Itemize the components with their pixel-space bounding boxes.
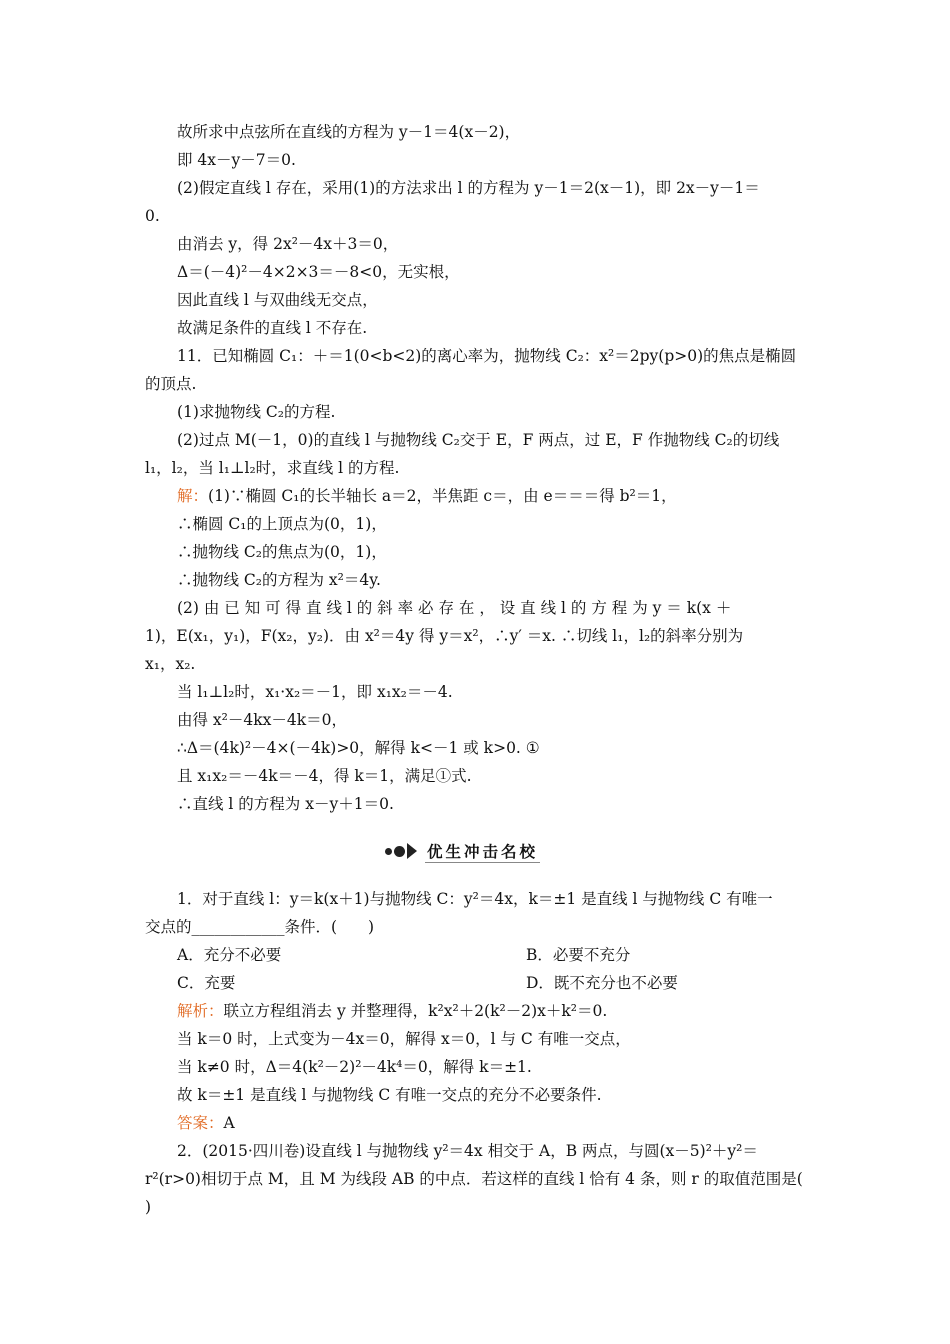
text-line: ∴直线 l 的方程为 x－y＋1＝0. — [177, 795, 394, 813]
text-line: ∴椭圆 C₁的上顶点为(0，1)， — [177, 515, 387, 533]
section-banner — [385, 838, 540, 864]
banner-bullet-icon — [385, 843, 421, 859]
question-2-stem: 2．(2015·四川卷)设直线 l 与抛物线 y²＝4x 相交于 A，B 两点，与圆(x－5)²＋y²＝ — [177, 1142, 758, 1160]
text-segment: (1)∵椭圆 C₁的长半轴长 a＝2，半焦距 c＝，由 e＝＝＝得 b²＝1， — [208, 487, 677, 505]
text-line: 故 k＝±1 是直线 l 与抛物线 C 有唯一交点的充分不必要条件. — [177, 1086, 602, 1104]
solution-line — [177, 485, 677, 507]
analysis-label: 解析： — [177, 1002, 224, 1020]
text-line: (2)假定直线 l 存在，采用(1)的方法求出 l 的方程为 y－1＝2(x－1)，即 2x－y－1＝ — [177, 179, 760, 197]
solution-label: 解： — [177, 487, 209, 505]
text-line: 的顶点. — [145, 375, 197, 393]
problem-11-stem: 11．已知椭圆 C₁：＋＝1(0<b<2)的离心率为，抛物线 C₂：x²＝2py(p>0)的焦点是椭圆 — [177, 347, 797, 365]
answer-value: A — [223, 1114, 235, 1132]
text-line: (2) 由 已 知 可 得 直 线 l 的 斜 率 必 存 在 ， 设 直 线 l 的 方 程 为 y ＝ k(x ＋ — [177, 599, 732, 617]
option-a: A．充分不必要 — [177, 946, 282, 964]
text-line: 当 k≠0 时，Δ＝4(k²－2)²－4k⁴＝0，解得 k＝±1. — [177, 1058, 532, 1076]
text-line: 由消去 y，得 2x²－4x＋3＝0， — [177, 235, 399, 253]
option-b: B．必要不充分 — [526, 946, 631, 964]
text-line: 且 x₁x₂＝－4k＝－4，得 k＝1，满足①式. — [177, 767, 472, 785]
text-line: 因此直线 l 与双曲线无交点， — [177, 291, 378, 309]
text-line: ∴抛物线 C₂的方程为 x²＝4y. — [177, 571, 381, 589]
section-title: 优生冲击名校 — [425, 840, 540, 863]
option-c: C．充要 — [177, 974, 236, 992]
text-line: (1)求抛物线 C₂的方程. — [177, 403, 336, 421]
option-d: D．既不充分也不必要 — [526, 974, 678, 992]
text-line: 故满足条件的直线 l 不存在. — [177, 319, 368, 337]
text-line: 即 4x－y－7＝0. — [177, 151, 296, 169]
text-line: 故所求中点弦所在直线的方程为 y－1＝4(x－2)， — [177, 123, 521, 141]
analysis-line — [177, 1000, 607, 1022]
text-line: (2)过点 M(－1，0)的直线 l 与抛物线 C₂交于 E，F 两点，过 E，F 作抛物线 C₂的切线 — [177, 431, 780, 449]
text-line: 由得 x²－4kx－4k＝0， — [177, 711, 347, 729]
text-line: 当 k＝0 时，上式变为－4x＝0，解得 x＝0，l 与 C 有唯一交点， — [177, 1030, 631, 1048]
text-line: 0. — [145, 207, 160, 225]
text-line: r²(r>0)相切于点 M，且 M 为线段 AB 的中点．若这样的直线 l 恰有 4 条，则 r 的取值范围是( — [145, 1170, 803, 1188]
text-line: 交点的____________条件．( ) — [145, 918, 375, 936]
text-line: 1)，E(x₁，y₁)，F(x₂，y₂)．由 x²＝4y 得 y＝x²，∴y′ ＝x. ∴切线 l₁，l₂的斜率分别为 — [145, 627, 744, 645]
text-line: x₁，x₂. — [145, 655, 196, 673]
text-line: ) — [145, 1198, 152, 1216]
text-line: Δ＝(－4)²－4×2×3＝－8<0，无实根， — [177, 263, 460, 281]
text-line: l₁，l₂，当 l₁⊥l₂时，求直线 l 的方程. — [145, 459, 400, 477]
text-segment: 联立方程组消去 y 并整理得，k²x²＋2(k²－2)x＋k²＝0. — [223, 1002, 608, 1020]
question-1-stem: 1．对于直线 l：y＝k(x＋1)与抛物线 C：y²＝4x，k＝±1 是直线 l 与抛物线 C 有唯一 — [177, 890, 773, 908]
text-line: 当 l₁⊥l₂时，x₁·x₂＝－1，即 x₁x₂＝－4. — [177, 683, 453, 701]
answer-line — [177, 1112, 235, 1134]
text-line: ∴抛物线 C₂的焦点为(0，1)， — [177, 543, 387, 561]
answer-label: 答案： — [177, 1114, 224, 1132]
text-line: ∴Δ＝(4k)²－4×(－4k)>0，解得 k<－1 或 k>0. ① — [177, 739, 540, 757]
